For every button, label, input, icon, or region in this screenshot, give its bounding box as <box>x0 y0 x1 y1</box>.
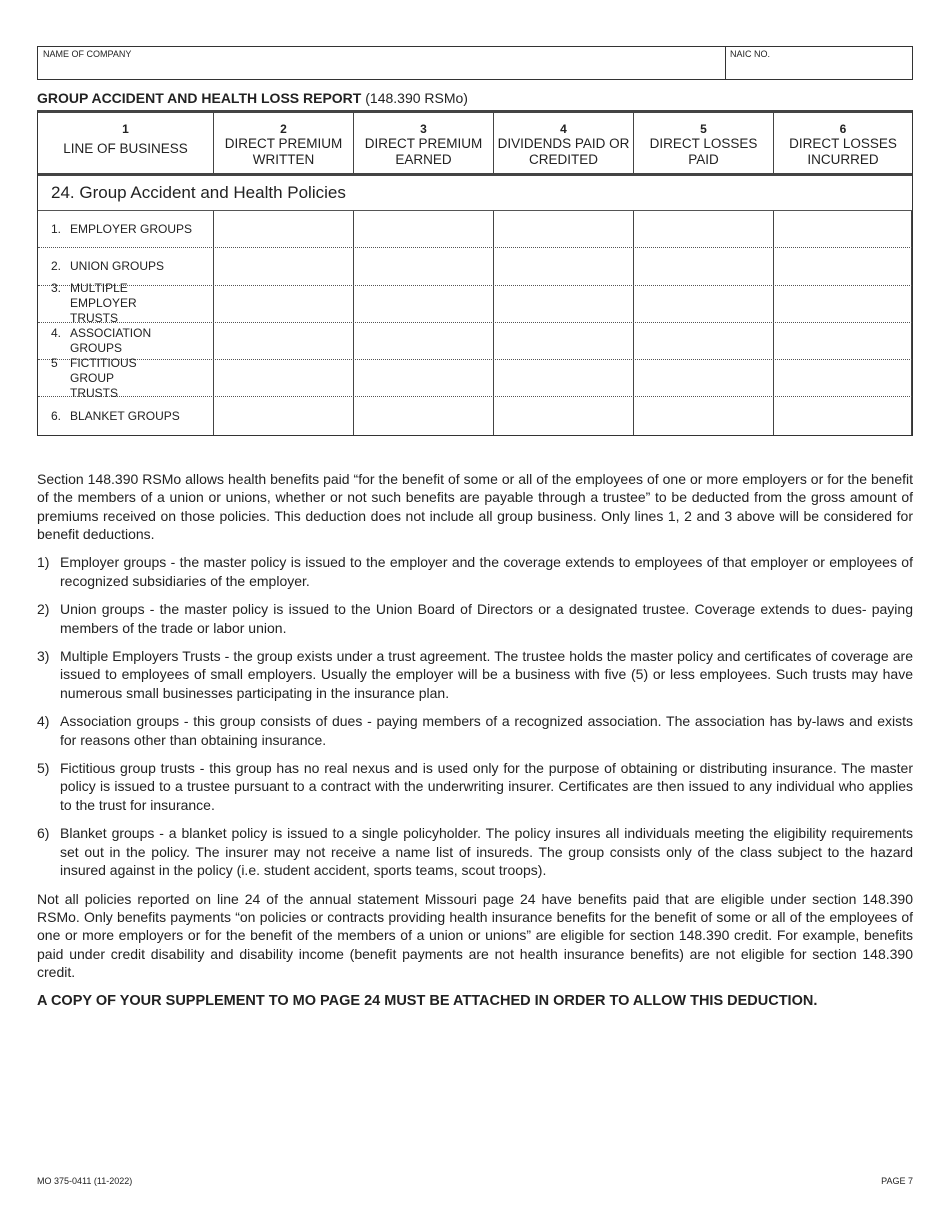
premium-written-input[interactable] <box>214 360 354 396</box>
list-item <box>37 647 913 702</box>
losses-incurred-input[interactable] <box>774 323 912 359</box>
losses-paid-input[interactable] <box>634 211 774 247</box>
list-item-number: 2) <box>37 601 50 618</box>
row-label: FICTITIOUS GROUP TRUSTS <box>70 355 137 400</box>
report-title <box>37 90 913 107</box>
line-of-business-cell <box>38 397 214 434</box>
line-of-business-cell <box>38 248 214 284</box>
premium-earned-input[interactable] <box>354 397 494 434</box>
row-label: ASSOCIATION GROUPS <box>70 326 152 356</box>
closing-paragraph: Not all policies reported on line 24 of the annual statement Missouri page 24 have benefits paid that are eligible under section 148.390 RSMo. Only benefits payments “on policies or contracts providing health insurance benefits for the benefit of some or all of the employees of one or more employers or for the benefit of the members of a union or unions” are eligible for section 148.390 credit. For example, benefits paid under credit disability and disability income (benefit payments are not health insurance benefits) are not eligible for section 148.390 credit. <box>37 890 913 981</box>
column-label: DIRECT LOSSES PAID <box>649 136 758 167</box>
row-number: 5 <box>51 355 58 370</box>
losses-paid-input[interactable] <box>634 248 774 284</box>
premium-earned-input[interactable] <box>354 248 494 284</box>
row-number: 2. <box>51 258 62 273</box>
premium-written-input[interactable] <box>214 397 354 434</box>
list-item-text: Association groups - this group consists of dues - paying members of a recognized association. The association has by-laws and exists for reasons other than obtaining insurance. <box>60 713 913 748</box>
row-label: UNION GROUPS <box>70 258 165 273</box>
table-row <box>38 281 912 326</box>
list-item-text: Fictitious group trusts - this group has no real nexus and is used only for the purpose of obtaining or distributing insurance. The master policy is issued to a trustee pursuant to a contract with the underwriting insurer. Certificates are then issued to any individual who applies to the trust for insurance. <box>60 760 913 813</box>
section-title: 24. Group Accident and Health Policies <box>51 183 346 202</box>
losses-incurred-input[interactable] <box>774 360 912 396</box>
losses-incurred-input[interactable] <box>774 397 912 434</box>
list-item-number: 3) <box>37 648 50 665</box>
list-item <box>37 553 913 590</box>
naic-number-label: NAIC NO. <box>730 49 771 59</box>
list-item-number: 6) <box>37 825 50 842</box>
column-header <box>634 113 774 173</box>
losses-incurred-input[interactable] <box>774 211 912 247</box>
column-label: DIVIDENDS PAID OR CREDITED <box>497 136 630 167</box>
premium-earned-input[interactable] <box>354 323 494 359</box>
line-of-business-cell <box>38 281 214 326</box>
row-number: 4. <box>51 326 62 341</box>
dividends-input[interactable] <box>494 397 634 434</box>
losses-paid-input[interactable] <box>634 323 774 359</box>
loss-report-table <box>37 110 913 436</box>
report-title-statute: (148.390 RSMo) <box>361 90 468 106</box>
line-of-business-cell <box>38 355 214 400</box>
column-label: LINE OF BUSINESS <box>63 141 188 156</box>
premium-written-input[interactable] <box>214 286 354 322</box>
premium-earned-input[interactable] <box>354 286 494 322</box>
list-item-number: 1) <box>37 554 50 571</box>
table-row <box>38 397 912 434</box>
premium-written-input[interactable] <box>214 248 354 284</box>
premium-written-input[interactable] <box>214 323 354 359</box>
column-number: 3 <box>420 122 427 136</box>
instructions-text <box>37 470 913 1010</box>
company-name-field[interactable] <box>38 47 726 79</box>
column-number: 5 <box>700 122 707 136</box>
row-number: 6. <box>51 408 62 423</box>
column-number: 4 <box>560 122 567 136</box>
dividends-input[interactable] <box>494 211 634 247</box>
row-label: BLANKET GROUPS <box>70 408 180 423</box>
list-item <box>37 600 913 637</box>
section-title-row <box>38 176 912 211</box>
losses-incurred-input[interactable] <box>774 248 912 284</box>
row-label: MULTIPLE EMPLOYER TRUSTS <box>70 281 137 326</box>
form-number: MO 375-0411 (11-2022) <box>37 1176 133 1186</box>
list-item <box>37 824 913 879</box>
row-number: 3. <box>51 281 62 296</box>
table-header-row <box>38 113 912 176</box>
column-label: DIRECT PREMIUM EARNED <box>364 136 483 167</box>
column-header <box>214 113 354 173</box>
list-item <box>37 759 913 814</box>
naic-number-field[interactable] <box>726 47 912 79</box>
dividends-input[interactable] <box>494 323 634 359</box>
column-number: 6 <box>839 122 847 136</box>
table-row <box>38 323 912 360</box>
losses-paid-input[interactable] <box>634 286 774 322</box>
list-item-text: Blanket groups - a blanket policy is issued to a single policyholder. The policy insures all individuals meeting the eligibility requirements set out in the policy. The insurer may not receive a name list of insureds. The group consists only of the class subject to the hazard insured against in the policy (i.e. student accident, sports teams, scout troops). <box>60 825 913 879</box>
company-name-label: NAME OF COMPANY <box>43 49 132 59</box>
table-row <box>38 355 912 400</box>
dividends-input[interactable] <box>494 286 634 322</box>
table-row <box>38 211 912 248</box>
column-number: 1 <box>122 122 129 136</box>
report-title-main: GROUP ACCIDENT AND HEALTH LOSS REPORT <box>37 90 362 106</box>
losses-paid-input[interactable] <box>634 360 774 396</box>
losses-paid-input[interactable] <box>634 397 774 434</box>
form-page <box>37 46 913 1010</box>
column-header <box>38 113 214 173</box>
row-number: 1. <box>51 221 62 236</box>
intro-paragraph: Section 148.390 RSMo allows health benefits paid “for the benefit of some or all of the employees of one or more employers or for the benefit of the members of a union or unions, whether or not such benefits are payable through a trustee” to be deducted from the gross amount of premiums received on those policies. This deduction does not include all group business. Only lines 1, 2 and 3 above will be considered for benefit deductions. <box>37 470 913 542</box>
attachment-notice: A COPY OF YOUR SUPPLEMENT TO MO PAGE 24 MUST BE ATTACHED IN ORDER TO ALLOW THIS DEDUCTION. <box>37 992 818 1009</box>
column-header <box>354 113 494 173</box>
column-header <box>774 113 912 173</box>
line-of-business-cell <box>38 323 214 359</box>
column-label: DIRECT PREMIUM WRITTEN <box>224 136 343 167</box>
premium-written-input[interactable] <box>214 211 354 247</box>
list-item-number: 4) <box>37 713 50 730</box>
column-label: DIRECT LOSSES INCURRED <box>789 136 897 167</box>
dividends-input[interactable] <box>494 360 634 396</box>
column-header <box>494 113 634 173</box>
premium-earned-input[interactable] <box>354 360 494 396</box>
premium-earned-input[interactable] <box>354 211 494 247</box>
list-item-number: 5) <box>37 760 50 777</box>
table-row <box>38 248 912 285</box>
row-label: EMPLOYER GROUPS <box>70 221 193 236</box>
list-item-text: Employer groups - the master policy is issued to the employer and the coverage extends to employees of that employer or employees of recognized subsidiaries of the employer. <box>60 554 913 589</box>
company-info-header <box>37 46 913 80</box>
dividends-input[interactable] <box>494 248 634 284</box>
list-item-text: Union groups - the master policy is issued to the Union Board of Directors or a designated trustee. Coverage extends to dues- paying members of the trade or labor union. <box>60 601 913 636</box>
list-item <box>37 712 913 749</box>
page-number: PAGE 7 <box>881 1176 913 1186</box>
losses-incurred-input[interactable] <box>774 286 912 322</box>
column-number: 2 <box>280 122 287 136</box>
list-item-text: Multiple Employers Trusts - the group exists under a trust agreement. The trustee holds the master policy and certificates of coverage are issued to employees of small employers. Usually the employer will be a business with five (5) or less employees. Such trusts may have numerous small businesses participating in the insurance plan. <box>60 648 913 701</box>
line-of-business-cell <box>38 211 214 247</box>
